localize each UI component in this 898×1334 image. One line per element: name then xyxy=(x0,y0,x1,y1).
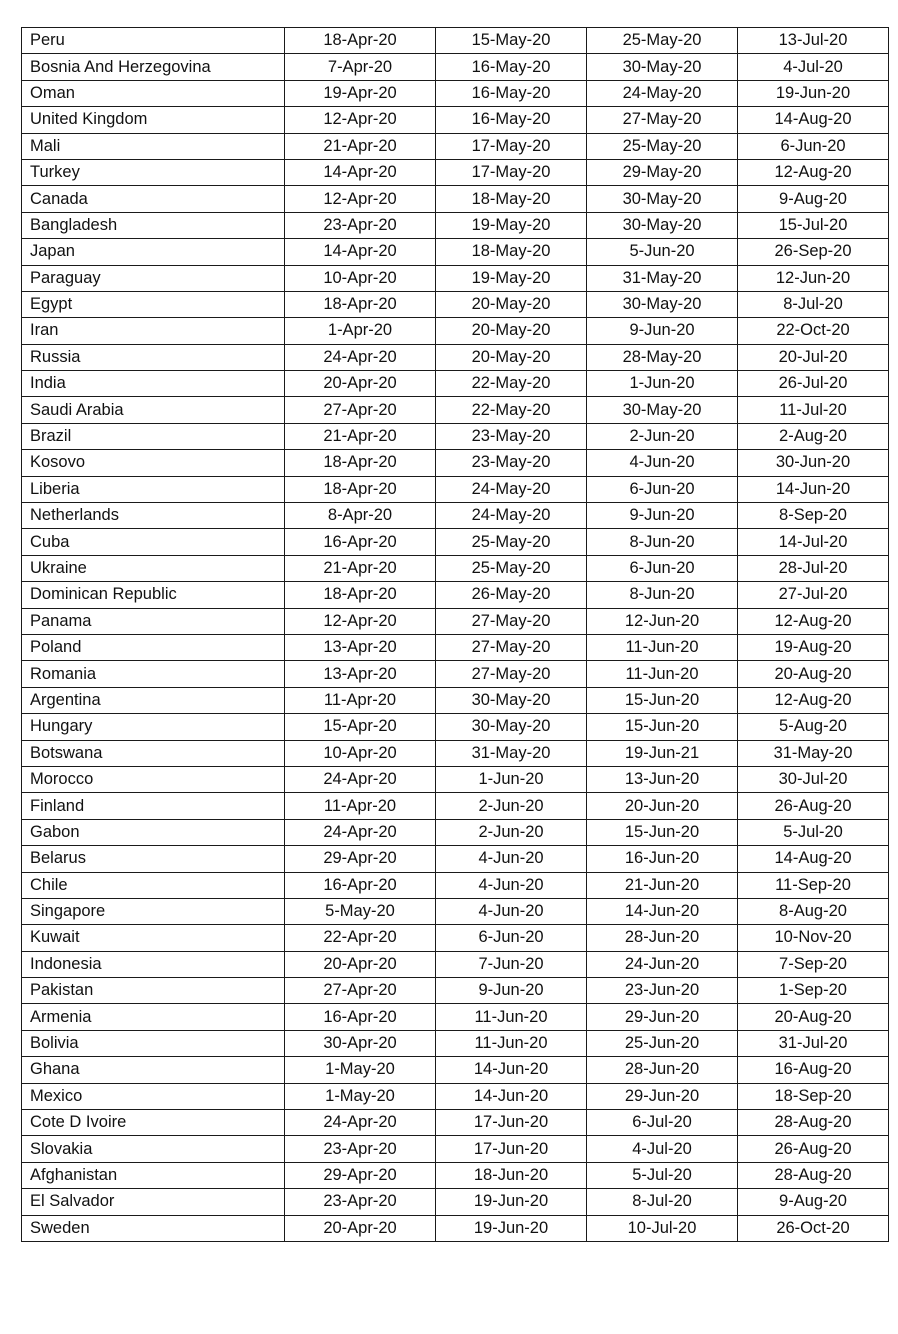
date-cell-1: 18-Apr-20 xyxy=(285,450,436,476)
table-row xyxy=(22,1136,889,1162)
date-cell-2: 17-Jun-20 xyxy=(436,1136,587,1162)
date-cell-2: 14-Jun-20 xyxy=(436,1083,587,1109)
table-row xyxy=(22,371,889,397)
date-cell-1: 18-Apr-20 xyxy=(285,582,436,608)
date-cell-1: 20-Apr-20 xyxy=(285,951,436,977)
date-cell-3: 9-Jun-20 xyxy=(587,503,738,529)
table-row xyxy=(22,1083,889,1109)
date-cell-3: 29-Jun-20 xyxy=(587,1083,738,1109)
date-cell-4: 26-Aug-20 xyxy=(738,793,889,819)
date-cell-2: 18-Jun-20 xyxy=(436,1162,587,1188)
date-cell-1: 13-Apr-20 xyxy=(285,634,436,660)
country-cell: Slovakia xyxy=(22,1136,285,1162)
table-row xyxy=(22,423,889,449)
table-row xyxy=(22,503,889,529)
country-cell: Liberia xyxy=(22,476,285,502)
date-cell-1: 7-Apr-20 xyxy=(285,54,436,80)
date-cell-1: 18-Apr-20 xyxy=(285,291,436,317)
date-cell-3: 24-Jun-20 xyxy=(587,951,738,977)
date-cell-1: 11-Apr-20 xyxy=(285,793,436,819)
date-cell-1: 24-Apr-20 xyxy=(285,766,436,792)
date-cell-4: 26-Oct-20 xyxy=(738,1215,889,1241)
date-cell-3: 6-Jun-20 xyxy=(587,555,738,581)
country-cell: Singapore xyxy=(22,898,285,924)
date-cell-2: 26-May-20 xyxy=(436,582,587,608)
date-cell-4: 8-Jul-20 xyxy=(738,291,889,317)
date-cell-4: 9-Aug-20 xyxy=(738,1189,889,1215)
country-cell: Panama xyxy=(22,608,285,634)
date-cell-4: 9-Aug-20 xyxy=(738,186,889,212)
table-row xyxy=(22,978,889,1004)
date-cell-4: 1-Sep-20 xyxy=(738,978,889,1004)
table-row xyxy=(22,1215,889,1241)
date-cell-1: 18-Apr-20 xyxy=(285,28,436,54)
date-cell-4: 16-Aug-20 xyxy=(738,1057,889,1083)
table-row xyxy=(22,54,889,80)
date-cell-4: 31-Jul-20 xyxy=(738,1030,889,1056)
table-row xyxy=(22,291,889,317)
table-row xyxy=(22,740,889,766)
country-cell: Iran xyxy=(22,318,285,344)
date-cell-4: 15-Jul-20 xyxy=(738,212,889,238)
date-cell-1: 14-Apr-20 xyxy=(285,239,436,265)
country-cell: Chile xyxy=(22,872,285,898)
date-cell-4: 12-Aug-20 xyxy=(738,687,889,713)
date-cell-1: 27-Apr-20 xyxy=(285,397,436,423)
date-cell-3: 30-May-20 xyxy=(587,212,738,238)
date-cell-1: 30-Apr-20 xyxy=(285,1030,436,1056)
date-cell-2: 17-May-20 xyxy=(436,159,587,185)
date-cell-1: 20-Apr-20 xyxy=(285,1215,436,1241)
date-cell-1: 21-Apr-20 xyxy=(285,555,436,581)
date-cell-4: 19-Jun-20 xyxy=(738,80,889,106)
date-cell-4: 14-Jul-20 xyxy=(738,529,889,555)
date-cell-3: 16-Jun-20 xyxy=(587,846,738,872)
date-cell-2: 18-May-20 xyxy=(436,239,587,265)
date-cell-4: 10-Nov-20 xyxy=(738,925,889,951)
date-cell-1: 20-Apr-20 xyxy=(285,371,436,397)
date-cell-2: 4-Jun-20 xyxy=(436,846,587,872)
table-row xyxy=(22,265,889,291)
date-cell-4: 31-May-20 xyxy=(738,740,889,766)
table-row xyxy=(22,819,889,845)
date-cell-3: 29-Jun-20 xyxy=(587,1004,738,1030)
country-cell: Botswana xyxy=(22,740,285,766)
date-cell-1: 16-Apr-20 xyxy=(285,872,436,898)
date-cell-3: 25-Jun-20 xyxy=(587,1030,738,1056)
date-cell-4: 11-Jul-20 xyxy=(738,397,889,423)
country-cell: Dominican Republic xyxy=(22,582,285,608)
date-cell-4: 26-Jul-20 xyxy=(738,371,889,397)
date-cell-2: 11-Jun-20 xyxy=(436,1030,587,1056)
date-cell-3: 30-May-20 xyxy=(587,186,738,212)
date-cell-2: 18-May-20 xyxy=(436,186,587,212)
date-cell-4: 28-Jul-20 xyxy=(738,555,889,581)
date-cell-4: 26-Sep-20 xyxy=(738,239,889,265)
date-cell-4: 20-Jul-20 xyxy=(738,344,889,370)
date-cell-3: 21-Jun-20 xyxy=(587,872,738,898)
date-cell-4: 7-Sep-20 xyxy=(738,951,889,977)
date-cell-2: 16-May-20 xyxy=(436,107,587,133)
date-cell-1: 15-Apr-20 xyxy=(285,714,436,740)
date-cell-2: 24-May-20 xyxy=(436,476,587,502)
country-cell: Kosovo xyxy=(22,450,285,476)
date-cell-2: 30-May-20 xyxy=(436,714,587,740)
date-cell-1: 29-Apr-20 xyxy=(285,846,436,872)
country-cell: Mexico xyxy=(22,1083,285,1109)
date-cell-1: 27-Apr-20 xyxy=(285,978,436,1004)
date-cell-2: 22-May-20 xyxy=(436,371,587,397)
country-cell: Mali xyxy=(22,133,285,159)
date-cell-4: 5-Jul-20 xyxy=(738,819,889,845)
table-row xyxy=(22,1030,889,1056)
date-cell-2: 16-May-20 xyxy=(436,54,587,80)
date-cell-4: 11-Sep-20 xyxy=(738,872,889,898)
table-row xyxy=(22,159,889,185)
date-cell-3: 8-Jul-20 xyxy=(587,1189,738,1215)
date-cell-4: 13-Jul-20 xyxy=(738,28,889,54)
date-cell-3: 15-Jun-20 xyxy=(587,714,738,740)
country-cell: Peru xyxy=(22,28,285,54)
date-cell-2: 22-May-20 xyxy=(436,397,587,423)
date-cell-4: 8-Sep-20 xyxy=(738,503,889,529)
date-cell-1: 1-May-20 xyxy=(285,1083,436,1109)
date-cell-4: 6-Jun-20 xyxy=(738,133,889,159)
table-row xyxy=(22,133,889,159)
table-row xyxy=(22,608,889,634)
country-cell: Armenia xyxy=(22,1004,285,1030)
date-cell-4: 14-Aug-20 xyxy=(738,846,889,872)
country-cell: Cote D Ivoire xyxy=(22,1110,285,1136)
table-row xyxy=(22,107,889,133)
date-cell-2: 2-Jun-20 xyxy=(436,793,587,819)
table-row xyxy=(22,951,889,977)
date-cell-4: 12-Jun-20 xyxy=(738,265,889,291)
date-cell-2: 4-Jun-20 xyxy=(436,898,587,924)
date-cell-3: 15-Jun-20 xyxy=(587,687,738,713)
table-row xyxy=(22,1110,889,1136)
table-row xyxy=(22,1162,889,1188)
date-cell-2: 17-May-20 xyxy=(436,133,587,159)
date-cell-2: 16-May-20 xyxy=(436,80,587,106)
table-row xyxy=(22,186,889,212)
date-cell-1: 22-Apr-20 xyxy=(285,925,436,951)
date-cell-1: 10-Apr-20 xyxy=(285,740,436,766)
date-cell-3: 30-May-20 xyxy=(587,291,738,317)
date-cell-3: 9-Jun-20 xyxy=(587,318,738,344)
country-cell: Pakistan xyxy=(22,978,285,1004)
country-cell: Egypt xyxy=(22,291,285,317)
date-cell-3: 8-Jun-20 xyxy=(587,529,738,555)
date-cell-4: 12-Aug-20 xyxy=(738,159,889,185)
date-cell-2: 2-Jun-20 xyxy=(436,819,587,845)
date-cell-2: 17-Jun-20 xyxy=(436,1110,587,1136)
table-row xyxy=(22,344,889,370)
date-cell-3: 10-Jul-20 xyxy=(587,1215,738,1241)
country-cell: Afghanistan xyxy=(22,1162,285,1188)
date-cell-1: 1-Apr-20 xyxy=(285,318,436,344)
date-cell-3: 27-May-20 xyxy=(587,107,738,133)
date-cell-2: 20-May-20 xyxy=(436,318,587,344)
date-cell-2: 4-Jun-20 xyxy=(436,872,587,898)
date-cell-3: 25-May-20 xyxy=(587,133,738,159)
table-row xyxy=(22,634,889,660)
date-cell-2: 6-Jun-20 xyxy=(436,925,587,951)
country-cell: Gabon xyxy=(22,819,285,845)
table-row xyxy=(22,793,889,819)
date-cell-2: 7-Jun-20 xyxy=(436,951,587,977)
table-row xyxy=(22,687,889,713)
country-cell: Morocco xyxy=(22,766,285,792)
table-row xyxy=(22,1057,889,1083)
table-row xyxy=(22,450,889,476)
date-cell-3: 5-Jul-20 xyxy=(587,1162,738,1188)
date-cell-2: 31-May-20 xyxy=(436,740,587,766)
date-cell-3: 28-Jun-20 xyxy=(587,1057,738,1083)
date-cell-4: 2-Aug-20 xyxy=(738,423,889,449)
country-cell: Japan xyxy=(22,239,285,265)
date-cell-4: 22-Oct-20 xyxy=(738,318,889,344)
table-row xyxy=(22,318,889,344)
date-cell-3: 28-May-20 xyxy=(587,344,738,370)
date-cell-2: 30-May-20 xyxy=(436,687,587,713)
date-cell-3: 25-May-20 xyxy=(587,28,738,54)
date-cell-3: 30-May-20 xyxy=(587,54,738,80)
date-cell-2: 15-May-20 xyxy=(436,28,587,54)
date-cell-4: 28-Aug-20 xyxy=(738,1162,889,1188)
date-cell-1: 23-Apr-20 xyxy=(285,1136,436,1162)
date-cell-4: 8-Aug-20 xyxy=(738,898,889,924)
date-cell-2: 20-May-20 xyxy=(436,291,587,317)
date-cell-3: 6-Jun-20 xyxy=(587,476,738,502)
country-cell: Bosnia And Herzegovina xyxy=(22,54,285,80)
country-cell: Ghana xyxy=(22,1057,285,1083)
date-cell-3: 23-Jun-20 xyxy=(587,978,738,1004)
table-row xyxy=(22,846,889,872)
country-cell: Belarus xyxy=(22,846,285,872)
date-cell-1: 24-Apr-20 xyxy=(285,1110,436,1136)
date-cell-2: 19-May-20 xyxy=(436,212,587,238)
date-cell-4: 4-Jul-20 xyxy=(738,54,889,80)
date-cell-2: 27-May-20 xyxy=(436,608,587,634)
date-cell-3: 29-May-20 xyxy=(587,159,738,185)
date-cell-2: 20-May-20 xyxy=(436,344,587,370)
table-row xyxy=(22,872,889,898)
country-cell: Saudi Arabia xyxy=(22,397,285,423)
date-cell-3: 19-Jun-21 xyxy=(587,740,738,766)
date-cell-2: 27-May-20 xyxy=(436,661,587,687)
date-cell-3: 28-Jun-20 xyxy=(587,925,738,951)
date-cell-1: 24-Apr-20 xyxy=(285,819,436,845)
date-cell-1: 23-Apr-20 xyxy=(285,1189,436,1215)
date-cell-3: 11-Jun-20 xyxy=(587,634,738,660)
date-cell-2: 24-May-20 xyxy=(436,503,587,529)
date-cell-3: 5-Jun-20 xyxy=(587,239,738,265)
date-cell-4: 30-Jul-20 xyxy=(738,766,889,792)
date-cell-4: 14-Jun-20 xyxy=(738,476,889,502)
country-cell: Argentina xyxy=(22,687,285,713)
country-cell: Romania xyxy=(22,661,285,687)
date-cell-3: 20-Jun-20 xyxy=(587,793,738,819)
date-cell-1: 16-Apr-20 xyxy=(285,529,436,555)
table-row xyxy=(22,661,889,687)
date-cell-3: 8-Jun-20 xyxy=(587,582,738,608)
date-cell-4: 20-Aug-20 xyxy=(738,1004,889,1030)
date-cell-1: 21-Apr-20 xyxy=(285,133,436,159)
date-cell-2: 1-Jun-20 xyxy=(436,766,587,792)
date-cell-4: 5-Aug-20 xyxy=(738,714,889,740)
table-row xyxy=(22,766,889,792)
date-cell-1: 14-Apr-20 xyxy=(285,159,436,185)
table-row xyxy=(22,1004,889,1030)
country-cell: Turkey xyxy=(22,159,285,185)
date-cell-4: 18-Sep-20 xyxy=(738,1083,889,1109)
date-cell-1: 19-Apr-20 xyxy=(285,80,436,106)
country-cell: Canada xyxy=(22,186,285,212)
date-cell-3: 24-May-20 xyxy=(587,80,738,106)
date-cell-1: 8-Apr-20 xyxy=(285,503,436,529)
date-cell-4: 28-Aug-20 xyxy=(738,1110,889,1136)
table-row xyxy=(22,925,889,951)
date-cell-1: 11-Apr-20 xyxy=(285,687,436,713)
date-cell-1: 29-Apr-20 xyxy=(285,1162,436,1188)
country-cell: Russia xyxy=(22,344,285,370)
date-cell-4: 20-Aug-20 xyxy=(738,661,889,687)
date-cell-1: 13-Apr-20 xyxy=(285,661,436,687)
date-cell-3: 14-Jun-20 xyxy=(587,898,738,924)
table-row xyxy=(22,714,889,740)
date-cell-4: 14-Aug-20 xyxy=(738,107,889,133)
date-cell-3: 6-Jul-20 xyxy=(587,1110,738,1136)
country-cell: India xyxy=(22,371,285,397)
country-cell: Bolivia xyxy=(22,1030,285,1056)
country-cell: Cuba xyxy=(22,529,285,555)
date-cell-1: 12-Apr-20 xyxy=(285,608,436,634)
date-cell-4: 19-Aug-20 xyxy=(738,634,889,660)
table-row xyxy=(22,582,889,608)
date-cell-2: 25-May-20 xyxy=(436,529,587,555)
date-cell-1: 12-Apr-20 xyxy=(285,107,436,133)
country-cell: Sweden xyxy=(22,1215,285,1241)
country-dates-table xyxy=(21,27,889,1242)
date-cell-1: 16-Apr-20 xyxy=(285,1004,436,1030)
country-cell: Hungary xyxy=(22,714,285,740)
table-row xyxy=(22,28,889,54)
date-cell-3: 2-Jun-20 xyxy=(587,423,738,449)
date-cell-4: 12-Aug-20 xyxy=(738,608,889,634)
date-cell-1: 1-May-20 xyxy=(285,1057,436,1083)
table-row xyxy=(22,397,889,423)
country-cell: Oman xyxy=(22,80,285,106)
date-cell-2: 27-May-20 xyxy=(436,634,587,660)
date-cell-2: 14-Jun-20 xyxy=(436,1057,587,1083)
country-cell: El Salvador xyxy=(22,1189,285,1215)
date-cell-3: 31-May-20 xyxy=(587,265,738,291)
date-cell-1: 12-Apr-20 xyxy=(285,186,436,212)
table-row xyxy=(22,80,889,106)
date-cell-2: 19-Jun-20 xyxy=(436,1215,587,1241)
date-cell-1: 24-Apr-20 xyxy=(285,344,436,370)
table-row xyxy=(22,555,889,581)
date-cell-3: 11-Jun-20 xyxy=(587,661,738,687)
table-row xyxy=(22,239,889,265)
date-cell-2: 25-May-20 xyxy=(436,555,587,581)
date-cell-1: 18-Apr-20 xyxy=(285,476,436,502)
date-cell-1: 10-Apr-20 xyxy=(285,265,436,291)
date-cell-4: 27-Jul-20 xyxy=(738,582,889,608)
country-cell: Brazil xyxy=(22,423,285,449)
date-cell-1: 21-Apr-20 xyxy=(285,423,436,449)
date-cell-4: 26-Aug-20 xyxy=(738,1136,889,1162)
date-cell-2: 19-May-20 xyxy=(436,265,587,291)
country-cell: Poland xyxy=(22,634,285,660)
country-cell: United Kingdom xyxy=(22,107,285,133)
date-cell-3: 4-Jun-20 xyxy=(587,450,738,476)
date-cell-3: 30-May-20 xyxy=(587,397,738,423)
country-cell: Kuwait xyxy=(22,925,285,951)
country-cell: Netherlands xyxy=(22,503,285,529)
table-row xyxy=(22,476,889,502)
date-cell-2: 23-May-20 xyxy=(436,450,587,476)
country-cell: Indonesia xyxy=(22,951,285,977)
date-cell-2: 11-Jun-20 xyxy=(436,1004,587,1030)
date-cell-4: 30-Jun-20 xyxy=(738,450,889,476)
date-cell-3: 1-Jun-20 xyxy=(587,371,738,397)
date-cell-2: 19-Jun-20 xyxy=(436,1189,587,1215)
date-cell-3: 4-Jul-20 xyxy=(587,1136,738,1162)
table-row xyxy=(22,212,889,238)
date-cell-1: 5-May-20 xyxy=(285,898,436,924)
date-cell-2: 9-Jun-20 xyxy=(436,978,587,1004)
date-cell-2: 23-May-20 xyxy=(436,423,587,449)
date-cell-1: 23-Apr-20 xyxy=(285,212,436,238)
date-cell-3: 13-Jun-20 xyxy=(587,766,738,792)
country-cell: Paraguay xyxy=(22,265,285,291)
country-cell: Finland xyxy=(22,793,285,819)
country-cell: Ukraine xyxy=(22,555,285,581)
table-body xyxy=(22,28,889,1242)
table-row xyxy=(22,1189,889,1215)
table-row xyxy=(22,529,889,555)
country-cell: Bangladesh xyxy=(22,212,285,238)
date-cell-3: 12-Jun-20 xyxy=(587,608,738,634)
table-row xyxy=(22,898,889,924)
date-cell-3: 15-Jun-20 xyxy=(587,819,738,845)
